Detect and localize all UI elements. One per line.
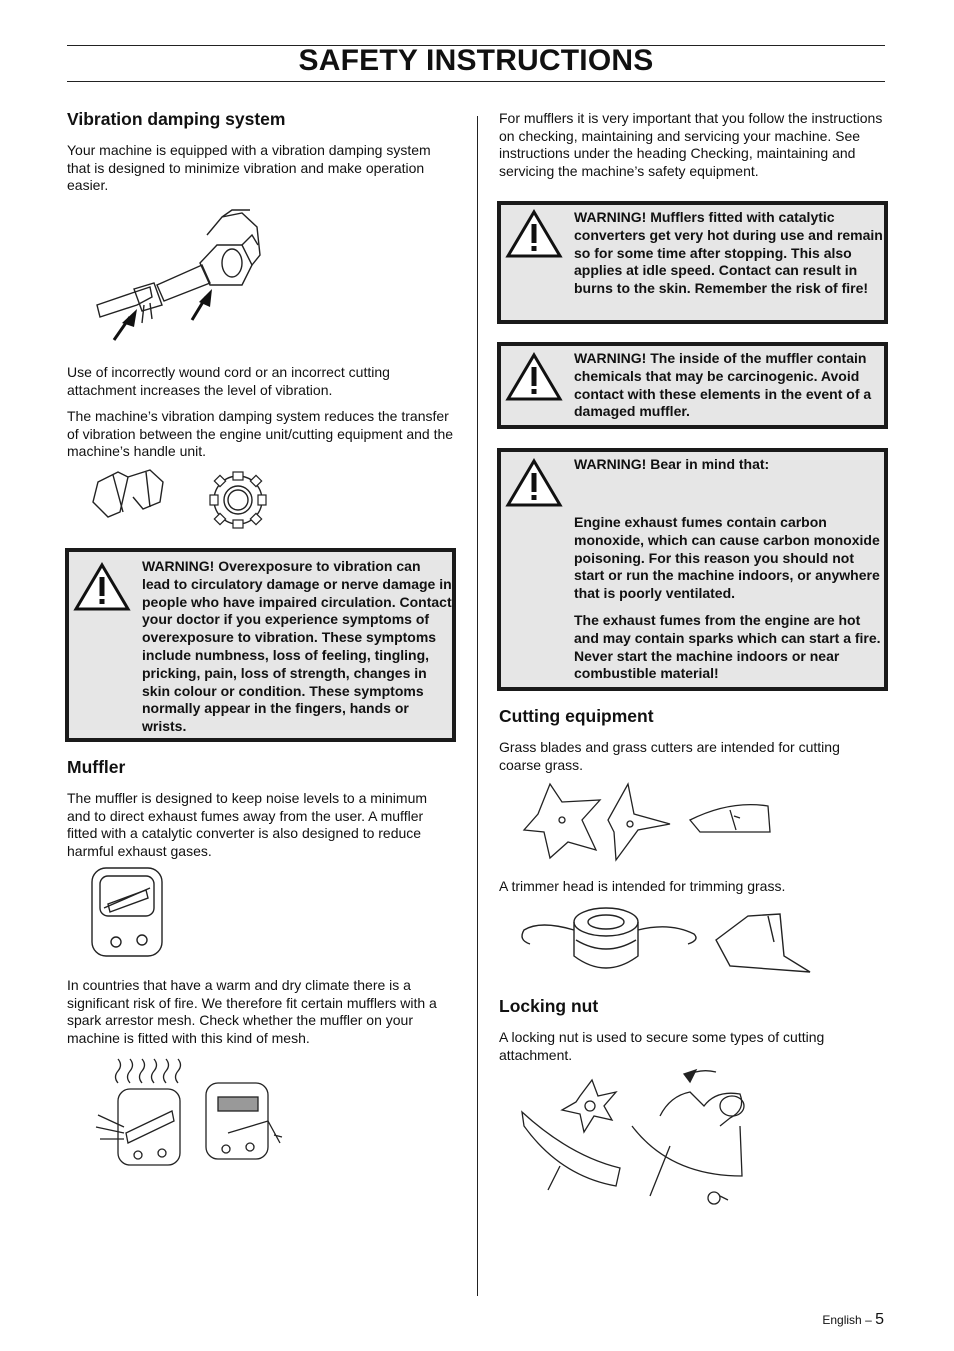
warning-triangle-icon: [73, 562, 131, 612]
catalytic-warning-box: [497, 201, 888, 324]
damper-parts-illustration: [88, 467, 278, 532]
locking-nut-heading: Locking nut: [499, 996, 599, 1016]
exhaust-warning-paragraph-1: Engine exhaust fumes contain carbon monoxide, which can cause carbon monoxide poisoning. For this reason you should not start or run the machine indoors, or anywhere that is poorly ventilated.: [574, 514, 880, 602]
catalytic-warning-text: WARNING! Mufflers fitted with catalytic converters get very hot during use and remain so for some time after stopping. This also applies at idle speed. Contact can result in burns to the skin. Remember the risk of fire!: [574, 209, 883, 297]
locking-nut-illustration: [520, 1066, 760, 1211]
warning-triangle-icon: [505, 458, 563, 508]
vibration-paragraph-1: Your machine is equipped with a vibration damping system that is designed to minimize vibration and make operation easier.: [67, 142, 431, 194]
muffler-heading: Muffler: [67, 757, 126, 777]
muffler-illustration: [88, 864, 168, 959]
warning-triangle-icon: [505, 352, 563, 402]
carcinogenic-warning-text: WARNING! The inside of the muffler contain chemicals that may be carcinogenic. Avoid contact with these elements in the event of a damaged muffler.: [574, 350, 872, 420]
vibration-warning-text: WARNING! Overexposure to vibration can lead to circulatory damage or nerve damage in people who have impaired circulation. Contact your doctor if you experience symptoms of overexposure to vibration. These symptoms include numbness, loss of feeling, tingling, pricking, pain, loss of strength, changes in skin colour or condition. These symptoms normally appear in the fingers, hands or wrists.: [142, 558, 452, 735]
grass-blades-illustration: [520, 780, 780, 862]
vibration-warning-box: [65, 548, 456, 742]
exhaust-warning-paragraph-2: The exhaust fumes from the engine are hot and may contain sparks which can start a fire. Never start the machine indoors or near combustible material!: [574, 612, 881, 682]
vibration-paragraph-3: The machine’s vibration damping system reduces the transfer of vibration between the engine unit/cutting equipment and the machine’s handle unit.: [67, 408, 454, 460]
cutting-paragraph-1: Grass blades and grass cutters are intended for cutting coarse grass.: [499, 739, 840, 773]
page-number: 5: [875, 1311, 884, 1328]
page-title: SAFETY INSTRUCTIONS: [298, 44, 654, 77]
vibration-heading: Vibration damping system: [67, 109, 286, 129]
vibration-damper-illustration: [92, 205, 272, 345]
footer-language: English: [822, 1313, 862, 1327]
locking-nut-paragraph: A locking nut is used to secure some types of cutting attachment.: [499, 1029, 825, 1063]
trimmer-head-illustration: [520, 900, 820, 980]
muffler-paragraph-1: The muffler is designed to keep noise levels to a minimum and to direct exhaust fumes away from the user. A muffler fitted with a catalytic converter is also designed to reduce harmful exhaust gases.: [67, 790, 428, 859]
exhaust-warning-box: [497, 448, 888, 691]
cutting-paragraph-2: A trimmer head is intended for trimming grass.: [499, 878, 786, 894]
muffler-instructions-intro: For mufflers it is very important that you follow the instructions on checking, maintaining and servicing your machine. See instructions under the heading Checking, maintaining and servicing the machine’s safety equipment.: [499, 110, 883, 179]
column-divider: [477, 116, 478, 1296]
footer-dash: –: [865, 1313, 872, 1327]
cutting-equipment-heading: Cutting equipment: [499, 706, 654, 726]
exhaust-warning-title: WARNING! Bear in mind that:: [574, 456, 770, 472]
page-footer: [822, 1311, 884, 1329]
warning-triangle-icon: [505, 209, 563, 259]
header-bottom-rule: [67, 81, 885, 82]
muffler-paragraph-2: In countries that have a warm and dry climate there is a significant risk of fire. We therefore fit certain mufflers with a spark arrestor mesh. Check whether the muffler on your machine is fitted with this kind of mesh.: [67, 977, 437, 1046]
vibration-paragraph-2: Use of incorrectly wound cord or an incorrect cutting attachment increases the level of vibration.: [67, 364, 390, 398]
spark-arrestor-illustration: [88, 1053, 288, 1168]
carcinogenic-warning-box: [497, 342, 888, 429]
